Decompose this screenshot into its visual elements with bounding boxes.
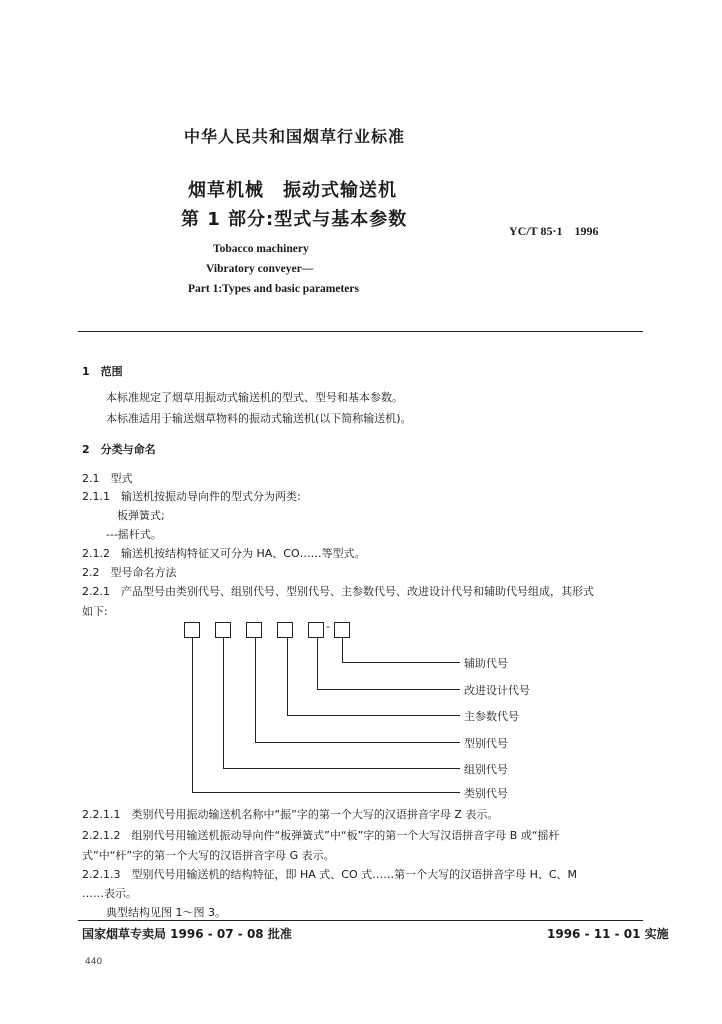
code-box-group [215, 622, 231, 638]
leader-auxiliary-v [342, 638, 343, 662]
leader-group-h [223, 768, 460, 769]
approval-statement: 国家烟草专卖局 1996 - 07 - 08 批准 [82, 927, 292, 941]
standard-code: YC/T 85·1 1996 [509, 224, 599, 238]
leader-type-v [255, 638, 256, 742]
clause-2-2-1-2-line-1: 2.2.1.2 组别代号用输送机振动导向件“板弹簧式”中“板”字的第一个大写汉语拼音字母 B 或“摇杆 [82, 829, 560, 842]
clause-2-1-1-item-a: 板弹簧式; [117, 509, 165, 522]
leader-improvement-v [317, 638, 318, 689]
header-rule [78, 331, 643, 332]
clause-2-2-1-2-line-2: 式”中“杆”字的第一个大写的汉语拼音字母 G 表示。 [82, 849, 335, 862]
clause-2-2-1-3-line-1: 2.2.1.3 型别代号用输送机的结构特征，即 HA 式、CO 式……第一个大写的汉语拼音字母 H、C、M [82, 868, 578, 881]
clause-2-2-1-3-line-2: ……表示。 [82, 887, 137, 900]
leader-auxiliary-h [342, 662, 460, 663]
clause-2-1-2: 2.1.2 输送机按结构特征又可分为 HA、CO……等型式。 [82, 547, 366, 560]
code-box-improvement [308, 622, 324, 638]
leader-type-h [255, 742, 460, 743]
label-main-parameter-code: 主参数代号 [464, 710, 519, 723]
code-box-auxiliary [334, 622, 350, 638]
clause-2-2-1-3-line-3: 典型结构见图 1～图 3。 [106, 906, 226, 919]
section-1-heading: 1 范围 [82, 365, 123, 378]
clause-2-1-1-item-b: ---摇杆式。 [106, 528, 162, 541]
leader-main-parameter-v [287, 638, 288, 715]
title-line-2: 第 1 部分:型式与基本参数 [181, 209, 408, 230]
label-group-code: 组别代号 [464, 763, 508, 776]
standard-organization: 中华人民共和国烟草行业标准 [184, 127, 406, 146]
code-box-category [184, 622, 200, 638]
english-title-2: Vibratory conveyer— [206, 263, 314, 275]
title-line-1: 烟草机械 振动式输送机 [188, 180, 397, 201]
code-dash: - [326, 620, 330, 633]
leader-category-h [192, 792, 460, 793]
code-box-main-parameter [277, 622, 293, 638]
english-title-1: Tobacco machinery [213, 243, 309, 255]
clause-2-1: 2.1 型式 [82, 472, 133, 485]
section-1-paragraph-1: 本标准规定了烟草用振动式输送机的型式、型号和基本参数。 [106, 391, 403, 404]
section-1-paragraph-2: 本标准适用于输送烟草物料的振动式输送机(以下简称输送机)。 [106, 412, 412, 425]
label-category-code: 类别代号 [464, 787, 508, 800]
leader-category-v [192, 638, 193, 792]
label-improvement-code: 改进设计代号 [464, 684, 530, 697]
leader-group-v [223, 638, 224, 768]
clause-2-2-1-line-1: 2.2.1 产品型号由类别代号、组别代号、型别代号、主参数代号、改进设计代号和辅助代号组成，其形式 [82, 585, 594, 598]
leader-main-parameter-h [287, 715, 460, 716]
clause-2-2: 2.2 型号命名方法 [82, 566, 177, 579]
section-2-heading: 2 分类与命名 [82, 443, 156, 456]
label-type-code: 型别代号 [464, 737, 508, 750]
implementation-date: 1996 - 11 - 01 实施 [547, 927, 669, 941]
clause-2-2-1-1: 2.2.1.1 类别代号用振动输送机名称中“振”字的第一个大写的汉语拼音字母 Z 表示。 [82, 808, 499, 821]
code-box-type [246, 622, 262, 638]
footer-rule [78, 920, 643, 921]
clause-2-2-1-line-2: 如下: [82, 605, 108, 618]
english-title-3: Part 1:Types and basic parameters [188, 283, 359, 295]
leader-improvement-h [317, 689, 460, 690]
label-auxiliary-code: 辅助代号 [464, 657, 508, 670]
clause-2-1-1: 2.1.1 输送机按振动导向件的型式分为两类: [82, 490, 301, 503]
page-number: 440 [85, 957, 103, 967]
